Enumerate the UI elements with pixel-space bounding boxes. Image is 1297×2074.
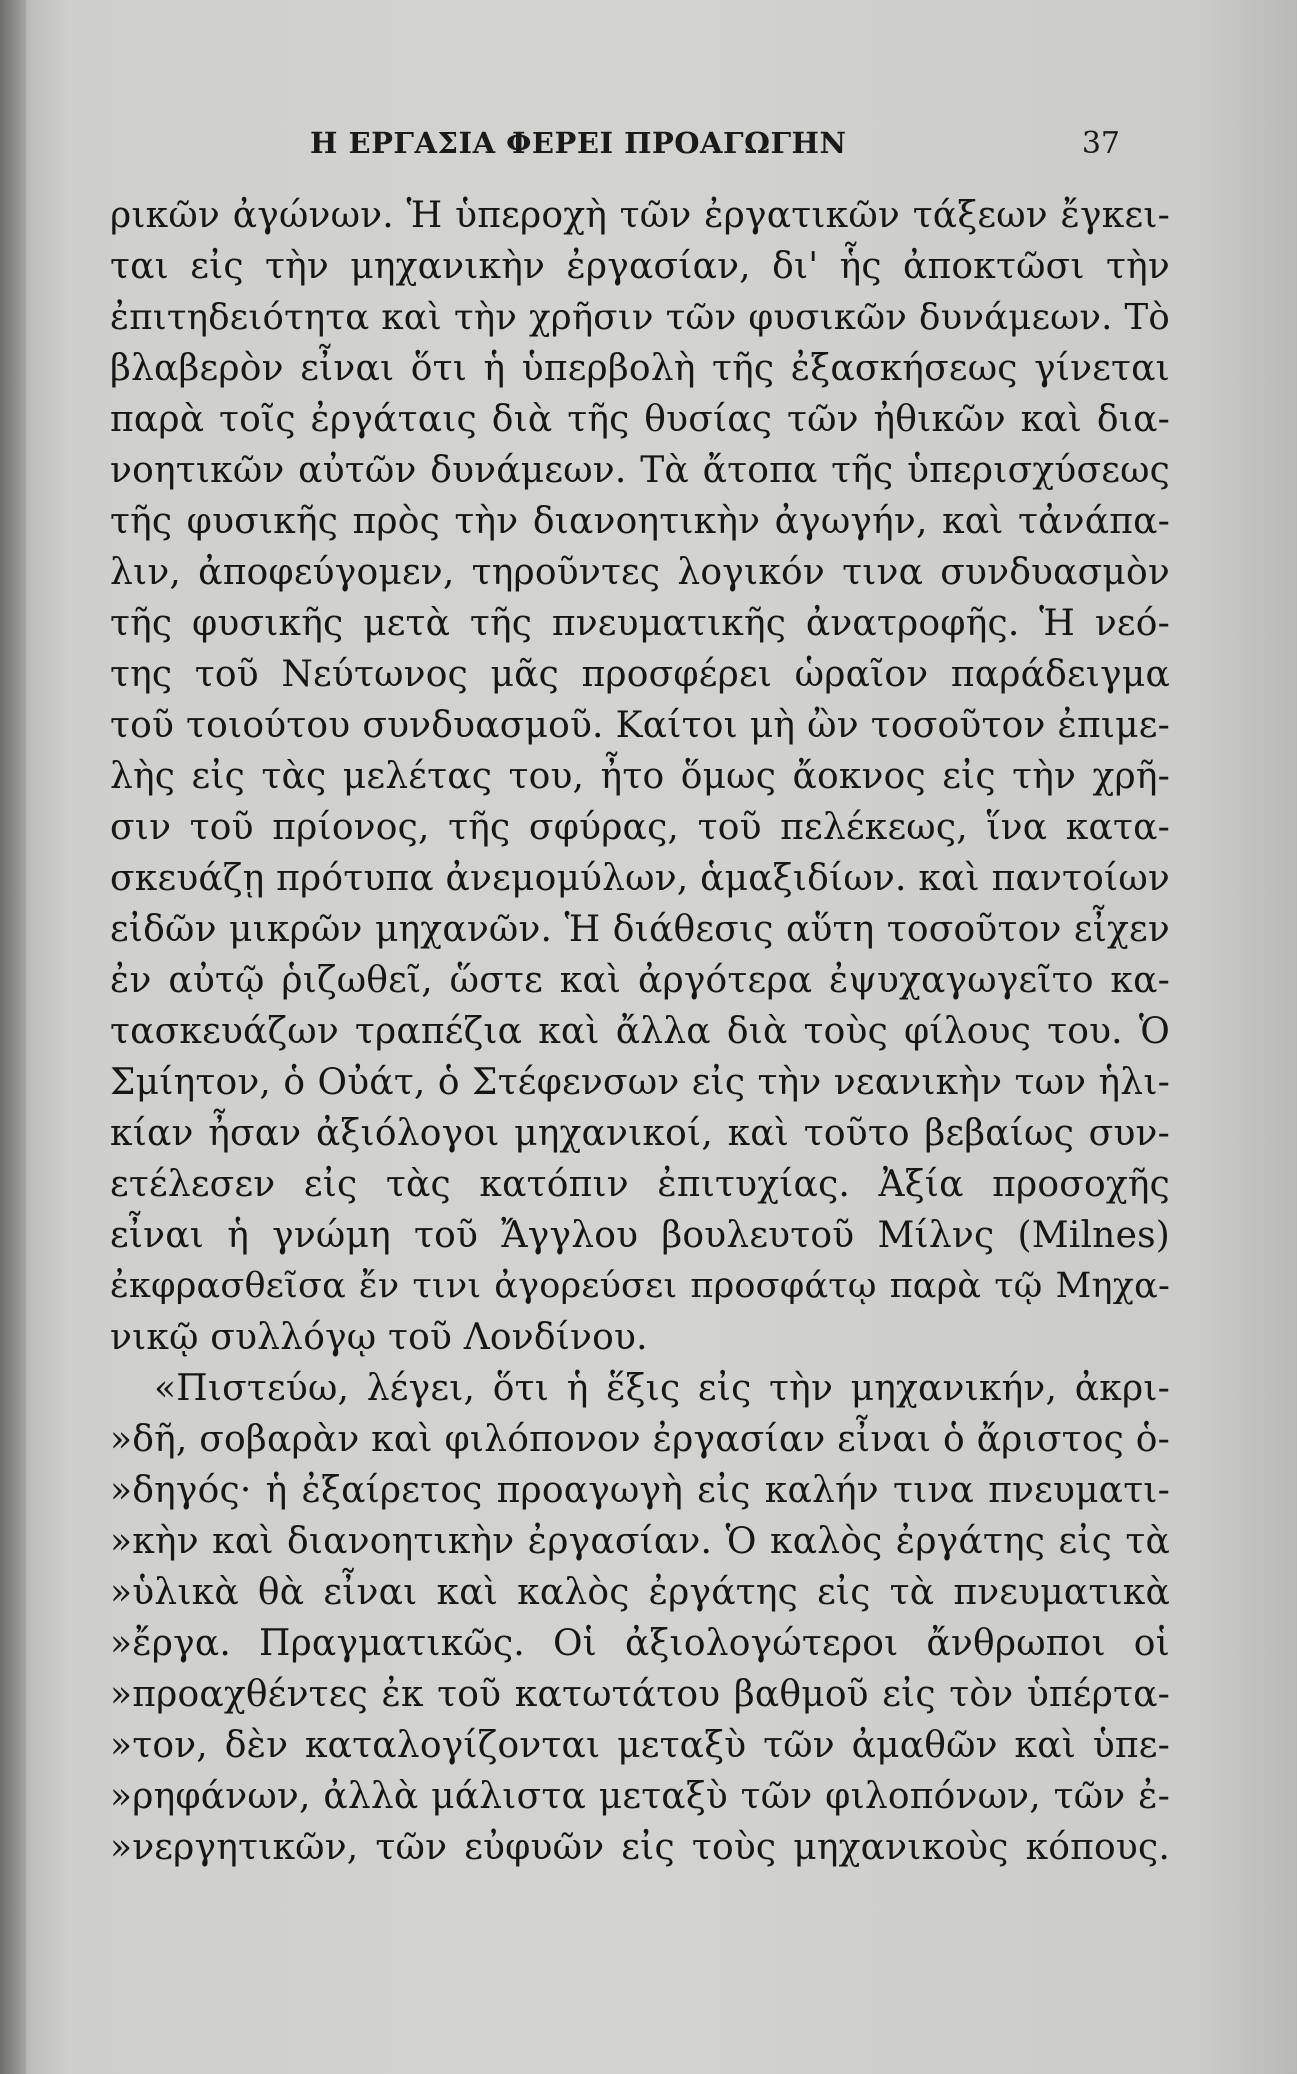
text-line: λιν, ἀποφεύγομεν, τηροῦντες λογικόν τινα συνδυασμὸν (110, 552, 1170, 593)
text-line: ἐκφρασθεῖσα ἔν τινι ἀγορεύσει προσφάτῳ παρὰ τῷ Μηχα- (110, 1266, 1170, 1306)
page-number: 37 (1081, 126, 1120, 161)
text-line: »δῆ, σοβαρὰν καὶ φιλόπονον ἐργασίαν εἶναι ὁ ἄριστος ὁ- (110, 1419, 1170, 1460)
body-text (110, 190, 1170, 1873)
text-line: σιν τοῦ πρίονος, τῆς σφύρας, τοῦ πελέκεως, ἵνα κατα- (110, 807, 1170, 848)
text-line: »ὑλικὰ θὰ εἶναι καὶ καλὸς ἐργάτης εἰς τὰ πνευματικὰ (110, 1572, 1170, 1613)
text-line: λὴς εἰς τὰς μελέτας του, ἦτο ὅμως ἄοκνος εἰς τὴν χρῆ- (110, 756, 1170, 797)
text-line: ρικῶν ἀγώνων. Ἡ ὑπεροχὴ τῶν ἐργατικῶν τάξεων ἔγκει- (110, 195, 1170, 236)
text-line: »ρηφάνων, ἀλλὰ μάλιστα μεταξὺ τῶν φιλοπόνων, τῶν ἐ- (110, 1776, 1170, 1817)
text-line: νικῷ συλλόγῳ τοῦ Λονδίνου. (110, 1317, 648, 1358)
text-line: «Πιστεύω, λέγει, ὅτι ἡ ἕξις εἰς τὴν μηχανικήν, ἀκρι- (154, 1368, 1170, 1409)
text-line: »νεργητικῶν, τῶν εὐφυῶν εἰς τοὺς μηχανικοὺς κόπους. (110, 1827, 1170, 1868)
text-line: της τοῦ Νεύτωνος μᾶς προσφέρει ὡραῖον παράδειγμα (110, 654, 1170, 695)
text-line: ται εἰς τὴν μηχανικὴν ἐργασίαν, δι' ἧς ἀποκτῶσι τὴν (110, 246, 1170, 287)
text-line: ετέλεσεν εἰς τὰς κατόπιν ἐπιτυχίας. Ἀξία προσοχῆς (110, 1164, 1170, 1205)
text-line: σκευάζῃ πρότυπα ἀνεμομύλων, ἁμαξιδίων. καὶ παντοίων (110, 858, 1170, 899)
text-line: εἰδῶν μικρῶν μηχανῶν. Ἡ διάθεσις αὕτη τοσοῦτον εἶχεν (110, 909, 1170, 950)
text-line: εἶναι ἡ γνώμη τοῦ Ἄγγλου βουλευτοῦ Μίλνς (Milnes) (110, 1215, 1170, 1256)
text-line: »ἔργα. Πραγματικῶς. Οἱ ἀξιολογώτεροι ἄνθρωποι οἱ (110, 1623, 1170, 1664)
text-line: τασκευάζων τραπέζια καὶ ἄλλα διὰ τοὺς φίλους του. Ὁ (110, 1011, 1170, 1052)
text-line: Σμίητον, ὁ Οὐάτ, ὁ Στέφενσων εἰς τὴν νεανικὴν των ἡλι- (110, 1062, 1170, 1103)
text-line: τῆς φυσικῆς πρὸς τὴν διανοητικὴν ἀγωγήν, καὶ τἀνάπα- (110, 501, 1170, 542)
text-line: »κὴν καὶ διανοητικὴν ἐργασίαν. Ὁ καλὸς ἐργάτης εἰς τὰ (110, 1521, 1170, 1562)
text-line: παρὰ τοῖς ἐργάταις διὰ τῆς θυσίας τῶν ἠθικῶν καὶ δια- (110, 399, 1170, 440)
text-line: τοῦ τοιούτου συνδυασμοῦ. Καίτοι μὴ ὢν τοσοῦτον ἐπιμε- (110, 705, 1170, 746)
text-line: »δηγός· ἡ ἐξαίρετος προαγωγὴ εἰς καλήν τινα πνευματι- (110, 1470, 1170, 1511)
text-line: νοητικῶν αὐτῶν δυνάμεων. Τὰ ἄτοπα τῆς ὑπερισχύσεως (110, 450, 1170, 491)
text-line: βλαβερὸν εἶναι ὅτι ἡ ὑπερβολὴ τῆς ἐξασκήσεως γίνεται (110, 348, 1170, 389)
text-line: κίαν ἦσαν ἀξιόλογοι μηχανικοί, καὶ τοῦτο βεβαίως συν- (110, 1113, 1170, 1154)
text-line: ἐν αὐτῷ ῥιζωθεῖ, ὥστε καὶ ἀργότερα ἐψυχαγωγεῖτο κα- (110, 960, 1170, 1001)
text-line: »προαχθέντες ἐκ τοῦ κατωτάτου βαθμοῦ εἰς τὸν ὑπέρτα- (110, 1674, 1170, 1715)
text-line: τῆς φυσικῆς μετὰ τῆς πνευματικῆς ἀνατροφῆς. Ἡ νεό- (110, 603, 1170, 644)
text-line: ἐπιτηδειότητα καὶ τὴν χρῆσιν τῶν φυσικῶν δυνάμεων. Τὸ (110, 297, 1170, 338)
text-line: »τον, δὲν καταλογίζονται μεταξὺ τῶν ἀμαθῶν καὶ ὑπε- (110, 1725, 1170, 1766)
page-binding-edge (0, 0, 26, 2074)
running-head: Η ΕΡΓΑΣΙΑ ΦΕΡΕΙ ΠΡΟΑΓΩΓΗΝ (310, 126, 847, 160)
page-header (310, 126, 1120, 176)
